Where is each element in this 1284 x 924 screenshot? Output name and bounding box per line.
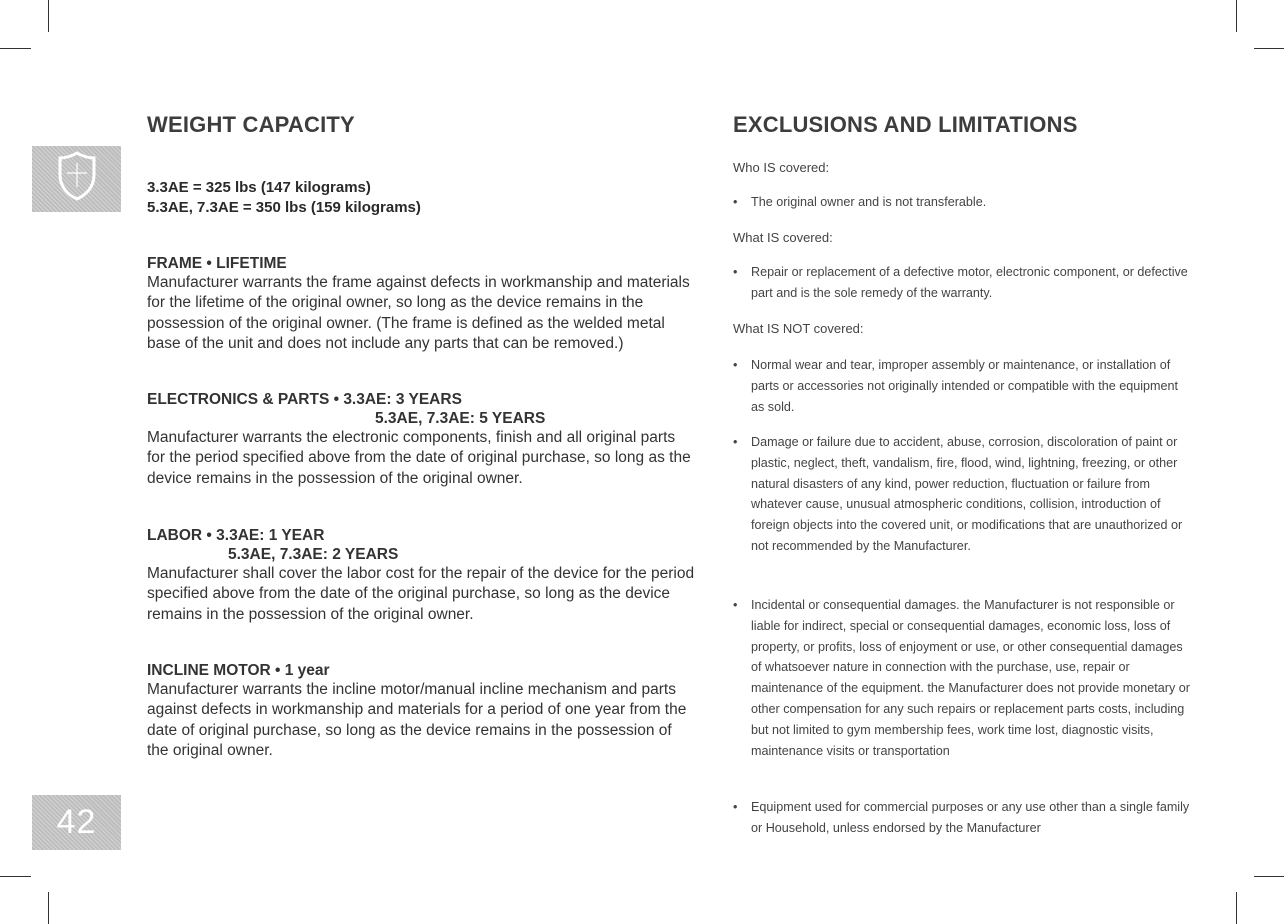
incline-body: Manufacturer warrants the incline motor/manual incline mechanism and parts against defects in workmanship and materials for a period of one year from the date of original purchase, so long as the device remains in the possession of the original owner. [147, 681, 687, 759]
labor-heading-2: 5.3AE, 7.3AE: 2 YEARS [228, 546, 399, 563]
incline-heading: INCLINE MOTOR • 1 year [147, 662, 330, 679]
frame-body: Manufacturer warrants the frame against defects in workmanship and materials for the lifetime of the original owner, so long as the device remains in the possession of the original owner. (The frame is defined as the welded metal base of the unit and does not include any parts that can be removed.) [147, 274, 690, 352]
not-covered-item [733, 432, 1191, 557]
exclusions-column [733, 112, 1203, 835]
bullet: • [733, 435, 738, 449]
frame-section [147, 254, 695, 354]
what-covered-item [733, 262, 1191, 304]
capacity-line-2: 5.3AE, 7.3AE = 350 lbs (159 kilograms) [147, 199, 421, 216]
frame-heading: FRAME • LIFETIME [147, 255, 287, 272]
crop-mark [48, 892, 49, 924]
labor-section [147, 526, 695, 625]
crop-mark [48, 0, 49, 32]
crop-mark [1254, 876, 1284, 877]
shield-icon [58, 151, 96, 201]
shield-badge [32, 146, 121, 212]
exclusions-heading: EXCLUSIONS AND LIMITATIONS [733, 112, 1078, 137]
labor-body: Manufacturer shall cover the labor cost for the repair of the device for the period specified above from the date of the original purchase, so long as the device remains in the possession of the original owner. [147, 565, 695, 623]
labor-heading: LABOR • 3.3AE: 1 YEAR [147, 527, 325, 544]
capacity-line-1: 3.3AE = 325 lbs (147 kilograms) [147, 179, 371, 196]
not-covered-item [733, 595, 1191, 761]
not-covered-text: Incidental or consequential damages. the Manufacturer is not responsible or liable for indirect, special or consequential damages, economic loss, loss of property, or profits, loss of enjoyment or use, or other consequential damages of whatsoever nature in connection with the purchase, use, repair or maintenance of the equipment. the Manufacturer does not provide monetary or other compensation for any such repairs or replacement parts costs, including but not limited to gym membership fees, work time lost, diagnostic visits, maintenance visits or transportation [751, 598, 1190, 758]
not-covered-text: Normal wear and tear, improper assembly or maintenance, or installation of parts or accessories not originally intended or compatible with the equipment as sold. [751, 358, 1179, 414]
not-covered-item [733, 797, 1191, 839]
electronics-body: Manufacturer warrants the electronic components, finish and all original parts for the period specified above from the date of original purchase, so long as the device remains in the possession of the original owner. [147, 429, 691, 487]
who-covered-text: The original owner and is not transferable. [751, 195, 987, 209]
page-number-badge [32, 795, 121, 850]
incline-section [147, 661, 695, 761]
crop-mark [0, 876, 31, 877]
bullet: • [733, 265, 738, 279]
not-covered-label: What IS NOT covered: [733, 321, 864, 336]
crop-mark [1254, 48, 1284, 49]
not-covered-text: Equipment used for commercial purposes or any use other than a single family or Household, unless endorsed by the Manufacturer [751, 800, 1190, 835]
bullet: • [733, 598, 738, 612]
page-number: 42 [56, 803, 97, 841]
what-covered-text: Repair or replacement of a defective motor, electronic component, or defective part and is the sole remedy of the warranty. [751, 265, 1188, 300]
crop-mark [0, 48, 31, 49]
not-covered-text: Damage or failure due to accident, abuse, corrosion, discoloration of paint or plastic, neglect, theft, vandalism, fire, flood, wind, lightning, freezing, or other natural disasters of any kind, power reduction, fluctuation or failure from whatever cause, unusual atmospheric conditions, collision, introduction of foreign objects into the covered unit, or modifications that are unauthorized or not recommended by the Manufacturer. [751, 435, 1183, 553]
not-covered-item [733, 355, 1191, 417]
crop-mark [1236, 0, 1237, 32]
who-covered-label: Who IS covered: [733, 160, 830, 175]
electronics-section [147, 390, 695, 489]
what-covered-label: What IS covered: [733, 230, 833, 245]
electronics-heading-2: 5.3AE, 7.3AE: 5 YEARS [375, 410, 546, 427]
weight-capacity-heading: WEIGHT CAPACITY [147, 112, 355, 137]
electronics-heading: ELECTRONICS & PARTS • 3.3AE: 3 YEARS [147, 391, 462, 408]
who-covered-item [733, 192, 1191, 213]
bullet: • [733, 800, 738, 814]
bullet: • [733, 195, 738, 209]
crop-mark [1236, 892, 1237, 924]
bullet: • [733, 358, 738, 372]
warranty-column [147, 112, 695, 759]
